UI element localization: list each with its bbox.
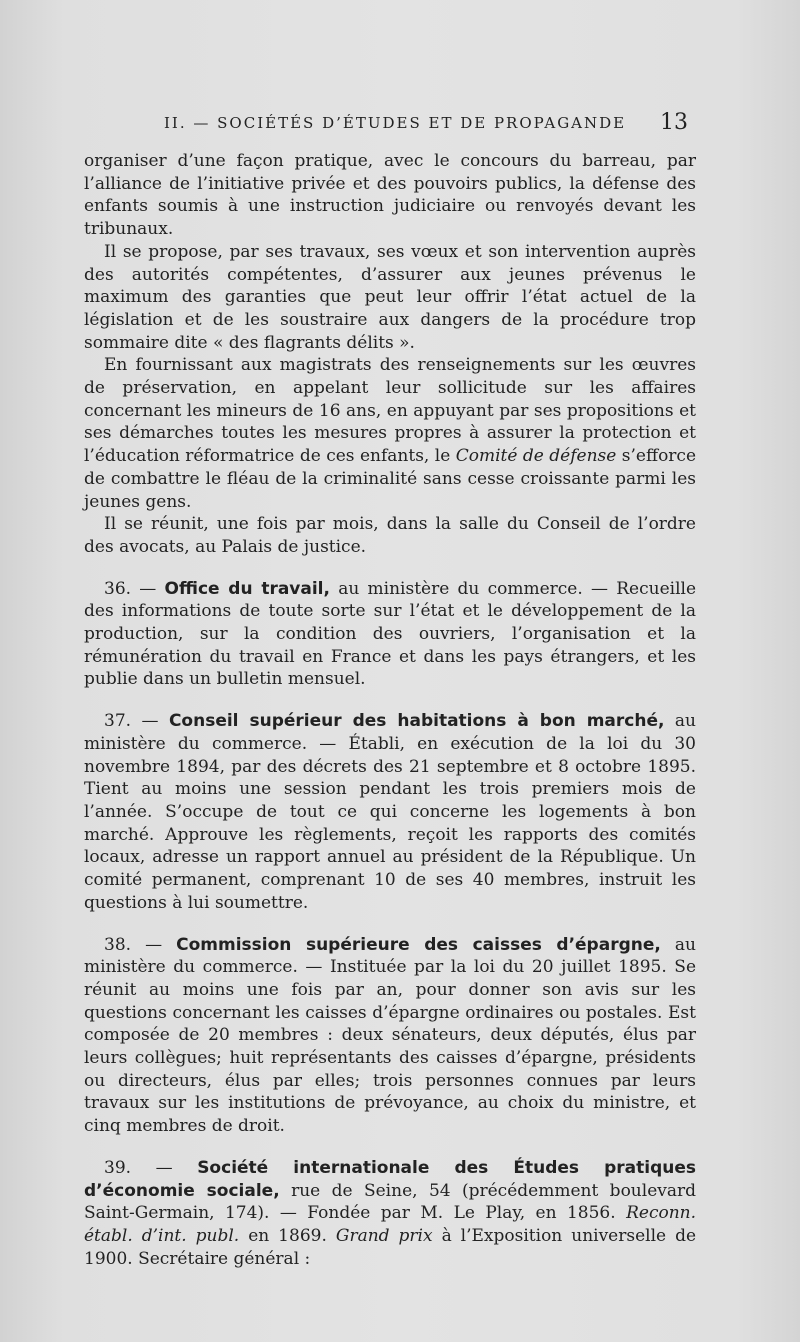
section-title: Commission supérieure des caisses d’épargne, <box>176 934 661 955</box>
paragraph-text: En fournissant aux magistrats des renseignements sur les œuvres de préservation, en appelant leur sollicitude sur les affaires concernant les mineurs de 16 ans, en appuyant par ses propositions et ses démarches toutes les mesures propres à assurer la protection et l’éducation réformatrice de ces enfants, le <box>84 355 696 467</box>
page-number: 13 <box>660 110 688 135</box>
section-number: 37. — <box>104 711 159 732</box>
section-text: en 1869. <box>248 1225 327 1246</box>
section-number: 36. — <box>104 578 157 599</box>
section-number: 38. — <box>104 934 163 955</box>
section-title: Conseil supérieur des habitations à bon marché, <box>168 711 665 732</box>
chapter-title: II. — SOCIÉTÉS D’ÉTUDES ET DE PROPAGANDE <box>164 114 627 132</box>
paragraph: organiser d’une façon pratique, avec le concours du barreau, par l’alliance de l’initiative privée et des pouvoirs publics, la défense des enfants soumis à une instruction judiciaire ou renvoyés devant les tribunaux. <box>84 151 696 240</box>
italic-term: Reconn. établ. d’int. publ. <box>84 1203 697 1246</box>
paragraph <box>84 354 696 513</box>
paragraph-text: s’efforce de combattre le fléau de la criminalité sans cesse croissante parmi les jeunes gens. <box>84 446 697 512</box>
section-38 <box>84 934 696 1138</box>
section-text: au ministère du commerce. — Établi, en exécution de la loi du 30 novembre 1894, par des décrets des 21 septembre et 8 octobre 1895. Tient au moins une session pendant les trois premiers mois de l’année. S’occupe de tout ce qui concerne les logements à bon marché. Approuve les règlements, reçoit les rapports des comités locaux, adresse un rapport annuel au président de la République. Un comité permanent, comprenant 10 de ses 40 membres, instruit les questions à lui soumettre. <box>84 711 696 913</box>
section-text: au ministère du commerce. — Instituée par la loi du 20 juillet 1895. Se réunit au moins une fois par an, pour donner son avis sur les questions concernant les caisses d’épargne ordinaires ou postales. Est composée de 20 membres : deux sénateurs, deux députés, élus par leurs collègues; huit représentants des caisses d’épargne, présidents ou directeurs, élus par elles; trois personnes connues par leurs travaux sur les institutions de prévoyance, au choix du ministre, et cinq membres de droit. <box>84 934 696 1137</box>
section-text: rue de Seine, 54 (précédemment boulevard Saint-Germain, 174). — Fondée par M. Le Play, en 1856. <box>84 1180 696 1224</box>
section-text: à l’Exposition universelle de 1900. Secrétaire général : <box>84 1225 697 1269</box>
section-title: Office du travail, <box>164 578 330 599</box>
page-body <box>84 150 696 1270</box>
section-39 <box>84 1157 696 1271</box>
section-text: au ministère du commerce. — Recueille des informations de toute sorte sur l’état et le développement de la production, sur la condition des ouvriers, l’organisation et la rémunération du travail en France et dans les pays étrangers, et les publie dans un bulletin mensuel. <box>84 578 697 690</box>
italic-term: Grand prix <box>335 1225 433 1246</box>
section-36 <box>84 578 696 692</box>
paragraph: Il se réunit, une fois par mois, dans la salle du Conseil de l’ordre des avocats, au Palais de justice. <box>84 514 696 557</box>
paragraph: Il se propose, par ses travaux, ses vœux et son intervention auprès des autorités compétentes, d’assurer aux jeunes prévenus le maximum des garanties que peut leur offrir l’état actuel de la législation et de les soustraire aux dangers de la procédure trop sommaire dite « des flagrants délits ». <box>84 241 696 353</box>
section-number: 39. — <box>104 1157 173 1178</box>
section-title: Société internationale des Études pratiques d’économie sociale, <box>84 1157 697 1201</box>
italic-term: Comité de défense <box>455 446 617 467</box>
running-header <box>84 108 692 138</box>
section-37 <box>84 710 696 914</box>
